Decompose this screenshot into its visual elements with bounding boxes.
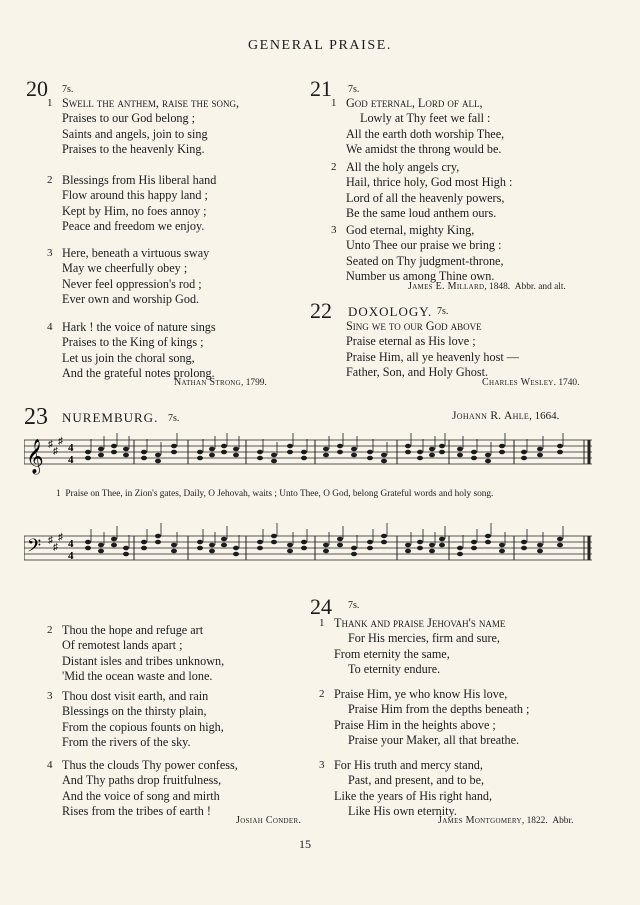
note-head bbox=[521, 546, 527, 551]
note-head bbox=[221, 543, 227, 548]
note-head bbox=[351, 453, 357, 458]
page-number: 15 bbox=[299, 837, 311, 851]
note-head bbox=[301, 450, 307, 455]
note-head bbox=[557, 444, 563, 449]
note-head bbox=[233, 552, 239, 557]
note-head bbox=[171, 549, 177, 554]
note-head bbox=[381, 453, 387, 458]
note-head bbox=[439, 543, 445, 548]
note-head bbox=[141, 546, 147, 551]
hymn-21-verse-2: 2 All the holy angels cry, Hail, thrice holy, God most High : Lord of all the heavenly powers, Be the same loud anthem ours. bbox=[331, 160, 513, 220]
note-head bbox=[111, 450, 117, 455]
note-head bbox=[417, 540, 423, 545]
note-head bbox=[85, 456, 91, 461]
sharp-icon: ♯ bbox=[48, 535, 53, 546]
time-sig-bottom: 4 bbox=[68, 454, 74, 466]
note-head bbox=[257, 450, 263, 455]
note-head bbox=[405, 444, 411, 449]
note-head bbox=[337, 450, 343, 455]
page-title: GENERAL PRAISE. bbox=[247, 38, 393, 53]
note-head bbox=[209, 543, 215, 548]
hymn-meter: 7s. bbox=[62, 84, 74, 95]
note-head bbox=[457, 552, 463, 557]
note-head bbox=[271, 453, 277, 458]
hymn-23-meter: 7s. bbox=[168, 413, 180, 424]
note-head bbox=[471, 456, 477, 461]
hymn-21-number: 21 bbox=[310, 76, 332, 101]
note-head bbox=[287, 450, 293, 455]
note-head bbox=[417, 546, 423, 551]
note-head bbox=[111, 537, 117, 542]
hymn-23-verse-2: 2 Thou the hope and refuge art Of remotest lands apart ; Distant isles and tribes unknown, 'Mid the ocean waste and lone. bbox=[47, 623, 225, 683]
note-head bbox=[471, 546, 477, 551]
staff-lines bbox=[24, 536, 592, 560]
note-head bbox=[123, 453, 129, 458]
hymn-21-credit: James E. Millard, 1848. Abbr. and alt. bbox=[408, 281, 566, 292]
note-head bbox=[381, 459, 387, 464]
hymn-24-meter: 7s. bbox=[348, 600, 360, 611]
hymn-24-credit: James Montgomery, 1822. Abbr. bbox=[438, 815, 574, 826]
note-head bbox=[417, 456, 423, 461]
note-head bbox=[499, 444, 505, 449]
staff-lines bbox=[24, 440, 592, 464]
treble-clef-icon: 𝄞 bbox=[26, 440, 44, 473]
hymn-22-title: DOXOLOGY. bbox=[348, 304, 433, 319]
sharp-icon: ♯ bbox=[58, 532, 63, 543]
note-head bbox=[557, 450, 563, 455]
note-head bbox=[155, 540, 161, 545]
note-head bbox=[323, 453, 329, 458]
note-head bbox=[209, 453, 215, 458]
note-head bbox=[351, 552, 357, 557]
note-head bbox=[301, 540, 307, 545]
hymn-21-verse-3: 3 God eternal, mighty King, Unto Thee our praise we bring : Seated on Thy judgment-throne, Number us among Thine own. bbox=[331, 223, 504, 283]
bass-staff bbox=[24, 512, 592, 574]
note-head bbox=[85, 540, 91, 545]
note-head bbox=[351, 546, 357, 551]
hymn-23-verse-3: 3 Thou dost visit earth, and rain Blessings on the thirsty plain, From the copious founts on high, From the rivers of the sky. bbox=[47, 689, 224, 749]
note-head bbox=[197, 450, 203, 455]
note-head bbox=[471, 540, 477, 545]
hymn-20-verse-3: 3 Here, beneath a virtuous sway May we cheerfully obey ; Never feel oppression's rod ; Ever own and worship God. bbox=[47, 246, 210, 306]
note-head bbox=[233, 453, 239, 458]
note-head bbox=[209, 447, 215, 452]
note-head bbox=[123, 447, 129, 452]
note-head bbox=[323, 543, 329, 548]
note-head bbox=[85, 450, 91, 455]
note-head bbox=[111, 543, 117, 548]
note-head bbox=[155, 459, 161, 464]
hymn-23-tune: NUREMBURG. bbox=[62, 410, 159, 425]
note-head bbox=[367, 546, 373, 551]
note-head bbox=[221, 537, 227, 542]
note-head bbox=[98, 453, 104, 458]
sharp-icon: ♯ bbox=[53, 446, 58, 457]
note-head bbox=[337, 537, 343, 542]
note-head bbox=[429, 543, 435, 548]
note-head bbox=[557, 537, 563, 542]
note-head bbox=[439, 450, 445, 455]
hymn-20-verse-4: 4 Hark ! the voice of nature sings Praises to the King of kings ; Let us join the choral song, And the grateful notes prolong. bbox=[47, 320, 216, 380]
note-head bbox=[367, 450, 373, 455]
note-head bbox=[471, 450, 477, 455]
note-head bbox=[337, 444, 343, 449]
hymn-24-verse-3: 3 For His truth and mercy stand, Past, and present, and to be, Like the years of His right hand, Like His own eternity. bbox=[319, 758, 493, 818]
sharp-icon: ♯ bbox=[48, 439, 53, 450]
note-head bbox=[537, 447, 543, 452]
hymn-number: 20 bbox=[26, 76, 48, 101]
hymn-23-lyric: 1 Praise on Thee, in Zion's gates, Daily, O Jehovah, waits ; Unto Thee, O God, belong Grateful words and holy song. bbox=[56, 489, 494, 499]
note-head bbox=[429, 453, 435, 458]
note-head bbox=[521, 540, 527, 545]
note-head bbox=[141, 450, 147, 455]
note-head bbox=[197, 546, 203, 551]
note-head bbox=[98, 549, 104, 554]
time-sig-top: 4 bbox=[68, 538, 74, 550]
note-head bbox=[439, 537, 445, 542]
hymn-20-credit: Nathan Strong, 1799. bbox=[174, 377, 267, 388]
note-head bbox=[323, 549, 329, 554]
note-head bbox=[197, 456, 203, 461]
note-head bbox=[457, 546, 463, 551]
note-head bbox=[155, 534, 161, 539]
note-head bbox=[405, 450, 411, 455]
note-head bbox=[301, 546, 307, 551]
note-head bbox=[381, 540, 387, 545]
hymn-20-verse-2: 2 Blessings from His liberal hand Flow around this happy land ; Kept by Him, no foes annoy ; Peace and freedom we enjoy. bbox=[47, 173, 217, 233]
bass-notes bbox=[85, 523, 563, 556]
note-head bbox=[257, 456, 263, 461]
note-head bbox=[233, 546, 239, 551]
note-head bbox=[171, 444, 177, 449]
note-head bbox=[221, 450, 227, 455]
note-head bbox=[485, 453, 491, 458]
note-head bbox=[485, 534, 491, 539]
hymn-24-verse-2: 2 Praise Him, ye who know His love, Praise Him from the depths beneath ; Praise Him in the heights above ; Praise your Maker, all that breathe. bbox=[319, 687, 530, 747]
note-head bbox=[485, 459, 491, 464]
note-head bbox=[367, 540, 373, 545]
note-head bbox=[337, 543, 343, 548]
note-head bbox=[457, 453, 463, 458]
hymn-22-number: 22 bbox=[310, 298, 332, 323]
hymn-23-number: 23 bbox=[24, 404, 48, 430]
hymn-24-number: 24 bbox=[310, 594, 332, 619]
note-head bbox=[171, 543, 177, 548]
note-head bbox=[155, 453, 161, 458]
note-head bbox=[98, 447, 104, 452]
note-head bbox=[141, 456, 147, 461]
hymn-23-credit: Josiah Conder. bbox=[236, 815, 302, 826]
hymn-21-verse-1: 1 God eternal, Lord of all, Lowly at Thy feet we fall : All the earth doth worship Thee, We amidst the throng would be. bbox=[331, 96, 505, 156]
note-head bbox=[271, 534, 277, 539]
hymn-24-verse-1: 1 Thank and praise Jehovah's name For His mercies, firm and sure, From eternity the same, To eternity endure. bbox=[319, 616, 506, 676]
note-head bbox=[257, 546, 263, 551]
note-head bbox=[405, 549, 411, 554]
time-sig-top: 4 bbox=[68, 442, 74, 454]
note-head bbox=[557, 543, 563, 548]
note-head bbox=[405, 543, 411, 548]
note-head bbox=[521, 456, 527, 461]
note-head bbox=[98, 543, 104, 548]
hymn-21-meter: 7s. bbox=[348, 84, 360, 95]
note-head bbox=[111, 444, 117, 449]
note-head bbox=[485, 540, 491, 545]
note-head bbox=[233, 447, 239, 452]
hymn-23-composer: Johann R. Ahle, 1664. bbox=[452, 410, 560, 422]
hymn-20-verse-1: 1 Swell the anthem, raise the song, Praises to our God belong ; Saints and angels, join to sing Praises to the heavenly King. bbox=[47, 96, 240, 156]
note-head bbox=[537, 549, 543, 554]
treble-notes bbox=[85, 433, 563, 463]
hymn-22-text: Sing we to our God above Praise eternal as His love ; Praise Him, all ye heavenly host — Father, Son, and Holy Ghost. bbox=[346, 319, 519, 379]
note-head bbox=[429, 447, 435, 452]
hymn-22-credit: Charles Wesley. 1740. bbox=[482, 377, 580, 388]
note-head bbox=[123, 552, 129, 557]
note-head bbox=[141, 540, 147, 545]
note-head bbox=[209, 549, 215, 554]
note-head bbox=[499, 543, 505, 548]
sharp-icon: ♯ bbox=[53, 542, 58, 553]
hymn-22-meter: 7s. bbox=[437, 306, 449, 317]
note-head bbox=[257, 540, 263, 545]
note-head bbox=[271, 459, 277, 464]
note-head bbox=[287, 543, 293, 548]
note-head bbox=[351, 447, 357, 452]
note-head bbox=[323, 447, 329, 452]
time-sig-bottom: 4 bbox=[68, 550, 74, 562]
note-head bbox=[499, 549, 505, 554]
hymn-23-verse-4: 4 Thus the clouds Thy power confess, And Thy paths drop fruitfulness, And the voice of song and mirth Rises from the tribes of earth ! bbox=[47, 758, 238, 818]
note-head bbox=[85, 546, 91, 551]
treble-staff bbox=[24, 430, 592, 476]
note-head bbox=[417, 450, 423, 455]
note-head bbox=[521, 450, 527, 455]
note-head bbox=[123, 546, 129, 551]
note-head bbox=[287, 549, 293, 554]
note-head bbox=[171, 450, 177, 455]
note-head bbox=[301, 456, 307, 461]
note-head bbox=[537, 543, 543, 548]
note-head bbox=[499, 450, 505, 455]
bass-clef-icon: 𝄢 bbox=[27, 535, 42, 560]
note-head bbox=[537, 453, 543, 458]
note-head bbox=[429, 549, 435, 554]
note-head bbox=[367, 456, 373, 461]
note-head bbox=[287, 444, 293, 449]
sharp-icon: ♯ bbox=[58, 436, 63, 447]
note-head bbox=[271, 540, 277, 545]
note-head bbox=[457, 447, 463, 452]
note-head bbox=[197, 540, 203, 545]
note-head bbox=[381, 534, 387, 539]
note-head bbox=[221, 444, 227, 449]
note-head bbox=[439, 444, 445, 449]
